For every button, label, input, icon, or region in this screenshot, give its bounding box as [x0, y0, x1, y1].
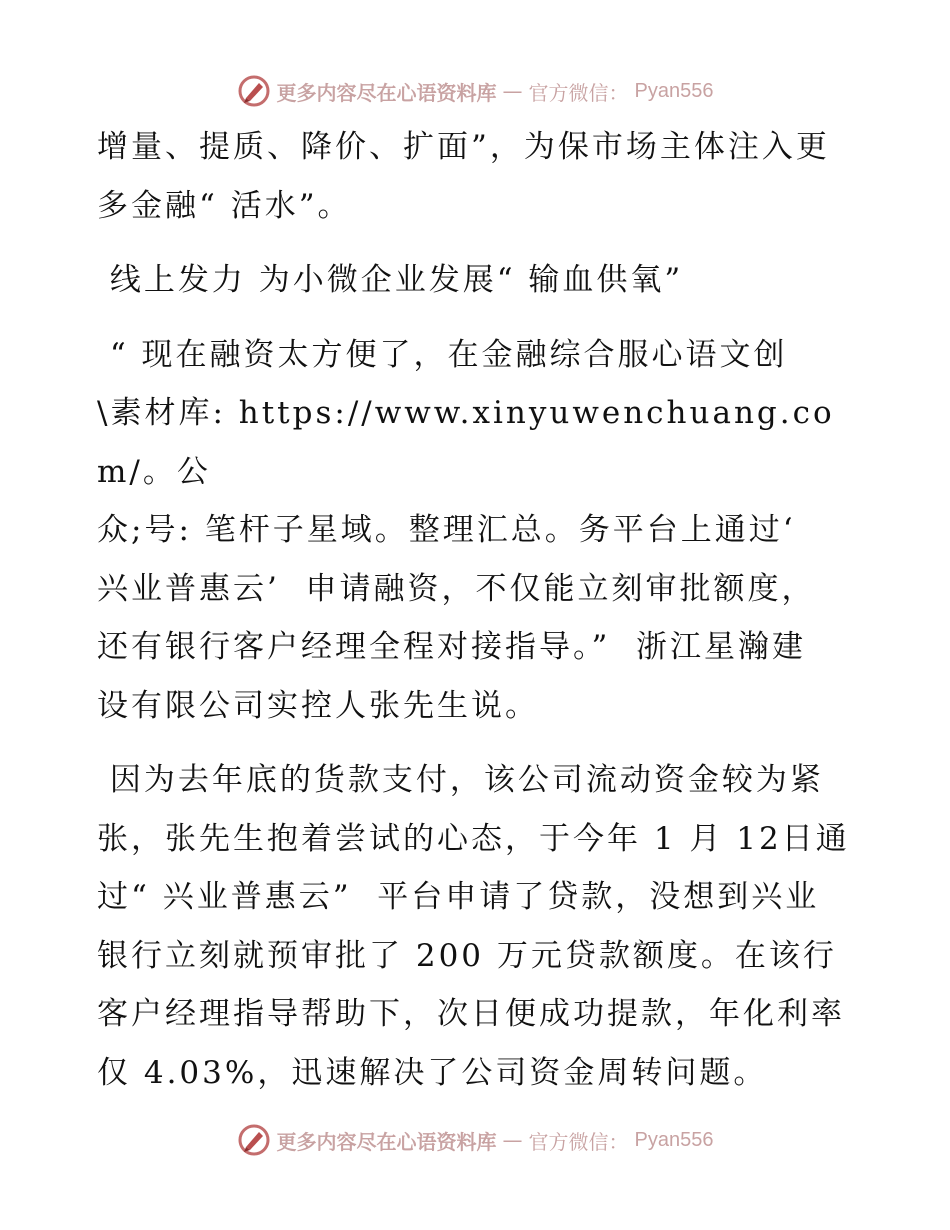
watermark-wechat-id: Pyan556 [634, 1128, 714, 1151]
header-watermark [0, 71, 950, 111]
watermark-brand-text: 更多内容尽在心语资料库 [276, 1129, 497, 1154]
watermark-wechat-label: 官方微信： [528, 1129, 629, 1154]
paragraph-line: 设有限公司实控人张先生说。 [97, 687, 539, 724]
paragraph-line: \素材库: https://www.xinyuwenchuang.com/。公 [97, 395, 835, 490]
paragraph-line: 客户经理指导帮助下，次日便成功提款，年化利率 [97, 996, 845, 1032]
watermark-dash: — [502, 79, 523, 103]
pen-nib-swirl-icon [237, 74, 271, 108]
paragraph-line: 过“ 兴业普惠云” 平台申请了贷款，没想到兴业 [97, 879, 820, 915]
paragraph-line: 因为去年底的货款支付，该公司流动资金较为紧 [97, 762, 824, 798]
paragraph-line: 兴业普惠云’ 申请融资，不仅能立刻审批额度， [97, 570, 816, 607]
paragraph-line: 张，张先生抱着尝试的心态，于今年 1 月 12日通 [97, 820, 850, 857]
section-heading: 线上发力 为小微企业发展“ 输血供氧” [97, 262, 684, 298]
paragraph-line: 还有银行客户经理全程对接指导。” 浙江星瀚建 [97, 629, 807, 665]
paragraph-line: 仅 4.03%，迅速解决了公司资金周转问题。 [97, 1054, 768, 1091]
paragraph-line: 多金融“ 活水”。 [97, 187, 352, 224]
document-body [97, 118, 867, 1102]
paragraph-line: 增量、提质、降价、扩面”，为保市场主体注入更 [97, 129, 830, 165]
paragraph-1 [97, 118, 867, 235]
watermark-brand-text: 更多内容尽在心语资料库 [276, 80, 497, 105]
pen-nib-swirl-icon [237, 1123, 271, 1157]
paragraph-line: “ 现在融资太方便了，在金融综合服心语文创 [97, 336, 788, 373]
footer-watermark [0, 1120, 950, 1160]
paragraph-3 [97, 751, 867, 1102]
watermark-wechat-label: 官方微信： [528, 80, 629, 105]
watermark-dash: — [502, 1128, 523, 1152]
paragraph-2 [97, 326, 867, 736]
paragraph-line: 众;号: 笔杆子星域。整理汇总。务平台上通过‘ [97, 512, 796, 548]
watermark-wechat-id: Pyan556 [634, 79, 714, 102]
paragraph-line: 银行立刻就预审批了 200 万元贷款额度。在该行 [97, 937, 837, 974]
